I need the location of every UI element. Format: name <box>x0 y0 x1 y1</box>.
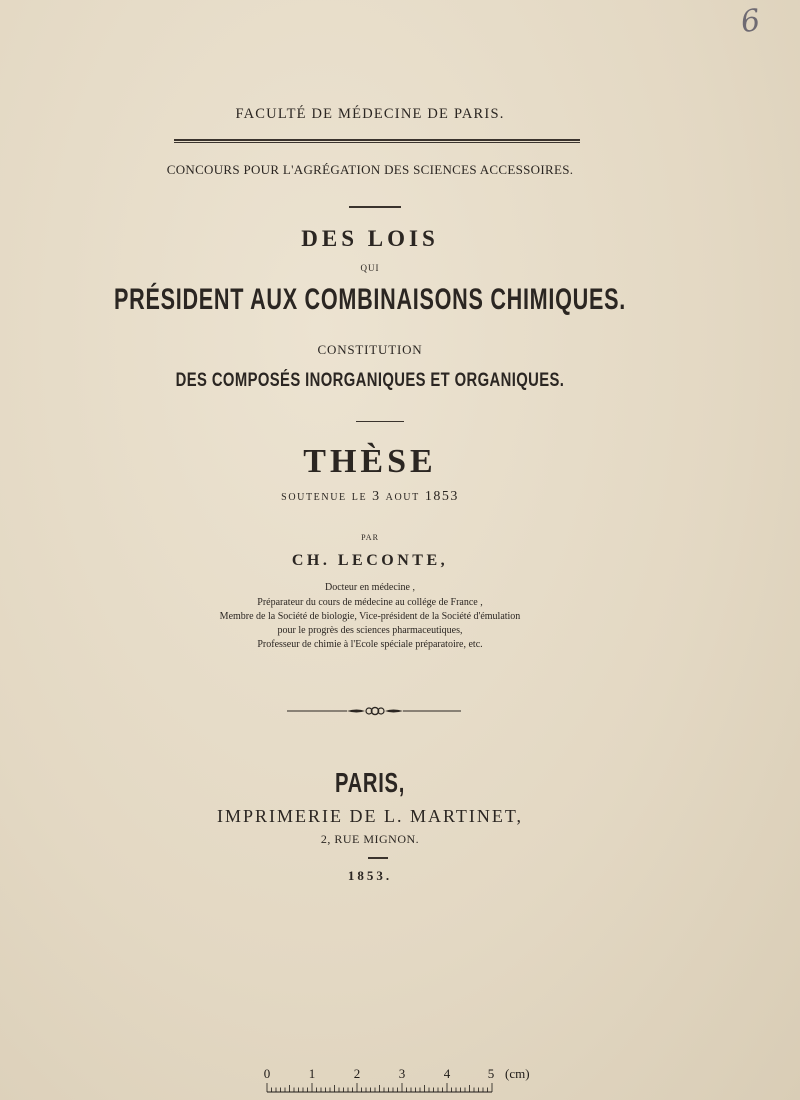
concours-line: CONCOURS POUR L'AGRÉGATION DES SCIENCES ACCESSOIRES. <box>166 162 574 177</box>
imprint-year: 1853. <box>347 868 393 883</box>
title-line-1: DES LOIS <box>301 226 439 251</box>
double-rule <box>174 139 580 141</box>
credential-line: pour le progrès des sciences pharmaceutiques, <box>277 625 463 636</box>
title-main: PRÉSIDENT AUX COMBINAISONS CHIMIQUES. <box>114 283 626 316</box>
credential-line: Membre de la Société de biologie, Vice-président de la Société d'émulation <box>219 611 521 622</box>
le-word: LE <box>351 492 368 503</box>
defense-day: 3 <box>372 489 381 504</box>
credential-line: Préparateur du cours de médecine au collége de France , <box>257 597 483 608</box>
short-rule <box>349 206 401 208</box>
ruler-label: 5 <box>487 1066 495 1081</box>
ruler-label: 1 <box>308 1066 316 1081</box>
ruler-label: 0 <box>263 1066 271 1081</box>
handwritten-page-number: 6 <box>738 2 763 41</box>
imprint-city: PARIS, <box>334 767 406 798</box>
ruler-unit: (cm) <box>505 1066 530 1081</box>
defense-month: AOUT <box>385 492 420 503</box>
double-rule-thin <box>174 142 580 143</box>
ruler-label: 4 <box>443 1066 451 1081</box>
defense-year: 1853 <box>424 489 459 504</box>
imprint-printer: IMPRIMERIE DE L. MARTINET, <box>216 806 524 826</box>
ornament-divider <box>285 700 465 722</box>
scale-ruler <box>262 1064 542 1094</box>
title-line-4: CONSTITUTION <box>317 342 423 357</box>
credential-line: Docteur en médecine , <box>325 582 415 593</box>
title-line-5: DES COMPOSÉS INORGANIQUES ET ORGANIQUES. <box>175 370 565 391</box>
ruler-ticks <box>267 1083 492 1092</box>
short-rule-bottom <box>368 857 388 859</box>
credential-line: Professeur de chimie à l'Ecole spéciale préparatoire, etc. <box>257 639 483 650</box>
faculty-heading: FACULTÉ DE MÉDECINE DE PARIS. <box>235 106 505 122</box>
title-line-2: QUI <box>360 263 380 273</box>
thin-rule <box>356 421 404 422</box>
imprint-address: 2, RUE MIGNON. <box>320 832 420 846</box>
ruler-label: 2 <box>353 1066 361 1081</box>
soutenue-word: SOUTENUE <box>281 492 347 503</box>
defense-date <box>0 489 740 505</box>
ruler-label: 3 <box>398 1066 406 1081</box>
par-word: PAR <box>361 533 379 542</box>
author-name: CH. LECONTE, <box>291 552 449 569</box>
these-heading: THÈSE <box>303 443 437 480</box>
